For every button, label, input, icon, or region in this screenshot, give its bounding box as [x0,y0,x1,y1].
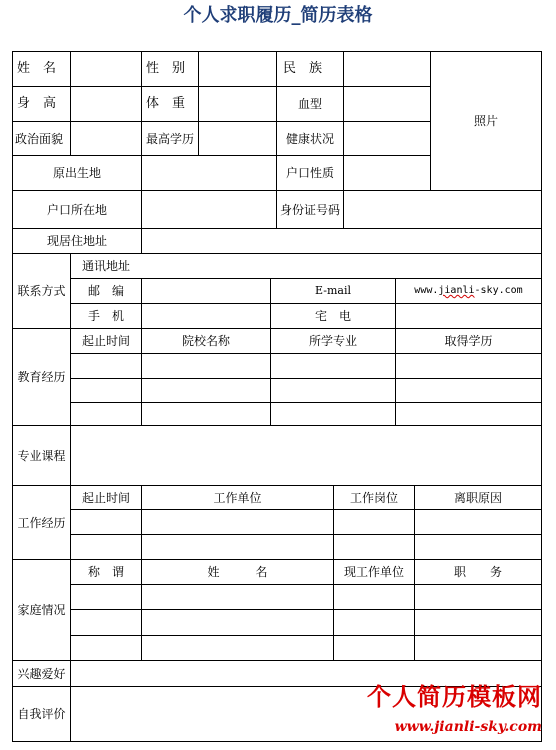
label-hukou-location: 户口所在地 [46,202,107,217]
label-birthplace: 原出生地 [52,166,101,180]
family-header-employer: 现工作单位 [343,565,404,579]
education-header-degree: 取得学历 [444,334,493,348]
field-postcode[interactable] [142,279,270,303]
label-mobile: 手 机 [87,309,124,323]
education-header-period: 起止时间 [81,334,130,348]
section-courses: 专业课程 [17,448,66,463]
label-education-level: 最高学历 [146,131,195,146]
field-hukou-location[interactable] [142,191,276,228]
section-work: 工作经历 [17,515,66,530]
field-gender[interactable] [199,52,276,86]
label-ethnicity: 民 族 [283,61,323,76]
field-hukou-type[interactable] [344,156,430,190]
section-hobbies: 兴趣爱好 [17,666,66,681]
watermark-url: www.jianli-sky.com [394,719,542,735]
section-family: 家庭情况 [17,603,66,617]
field-ethnicity[interactable] [344,52,430,86]
section-contact: 联系方式 [17,284,66,298]
field-current-address[interactable] [142,229,541,253]
work-header-period: 起止时间 [81,490,130,505]
label-weight: 体 重 [146,96,186,111]
label-postcode: 邮 编 [87,284,124,298]
field-email[interactable] [396,279,541,303]
label-mailing-address: 通讯地址 [81,259,130,273]
section-education: 教育经历 [17,370,66,384]
label-health: 健康状况 [285,131,334,146]
field-id-number[interactable] [344,191,541,228]
field-health[interactable] [344,122,430,155]
label-current-address: 现居住地址 [46,234,107,248]
education-header-major: 所学专业 [308,334,357,348]
field-education-level[interactable] [199,122,276,155]
label-blood-type: 血型 [297,97,322,111]
label-political-status: 政治面貌 [15,131,64,146]
field-birthplace[interactable] [142,156,276,190]
label-height: 身 高 [17,96,57,111]
work-header-position: 工作岗位 [349,490,398,505]
page-title: 个人求职履历_简历表格 [183,5,373,26]
work-header-employer: 工作单位 [213,490,262,505]
field-home-phone[interactable] [396,304,541,328]
label-hukou-type: 户口性质 [285,166,334,180]
photo-label: 照片 [473,114,498,128]
photo-box[interactable] [431,52,541,190]
label-gender: 性 别 [146,61,186,76]
family-header-title: 职 务 [453,565,502,579]
label-id-number: 身份证号码 [279,202,340,217]
email-value-prefix: www. [414,285,439,296]
email-value-misspelled: jianli [438,285,475,296]
field-height[interactable] [71,87,141,121]
field-mobile[interactable] [142,304,270,328]
field-mailing-address[interactable] [142,254,541,278]
watermark-title: 个人简历模板网 [367,683,542,711]
field-courses[interactable] [71,426,541,485]
email-value-suffix: -sky.com [474,285,523,296]
family-header-relation: 称 谓 [87,565,124,579]
family-header-name: 姓 名 [207,565,268,579]
label-name: 姓 名 [17,61,57,76]
label-home-phone: 宅 电 [314,309,351,323]
field-weight[interactable] [199,87,276,121]
label-email: E-mail [315,284,351,297]
field-name[interactable] [71,52,141,86]
education-header-school: 院校名称 [181,334,230,348]
section-self-evaluation: 自我评价 [17,707,66,721]
work-header-reason: 离职原因 [453,490,502,505]
field-blood-type[interactable] [344,87,430,121]
field-political-status[interactable] [71,122,141,155]
